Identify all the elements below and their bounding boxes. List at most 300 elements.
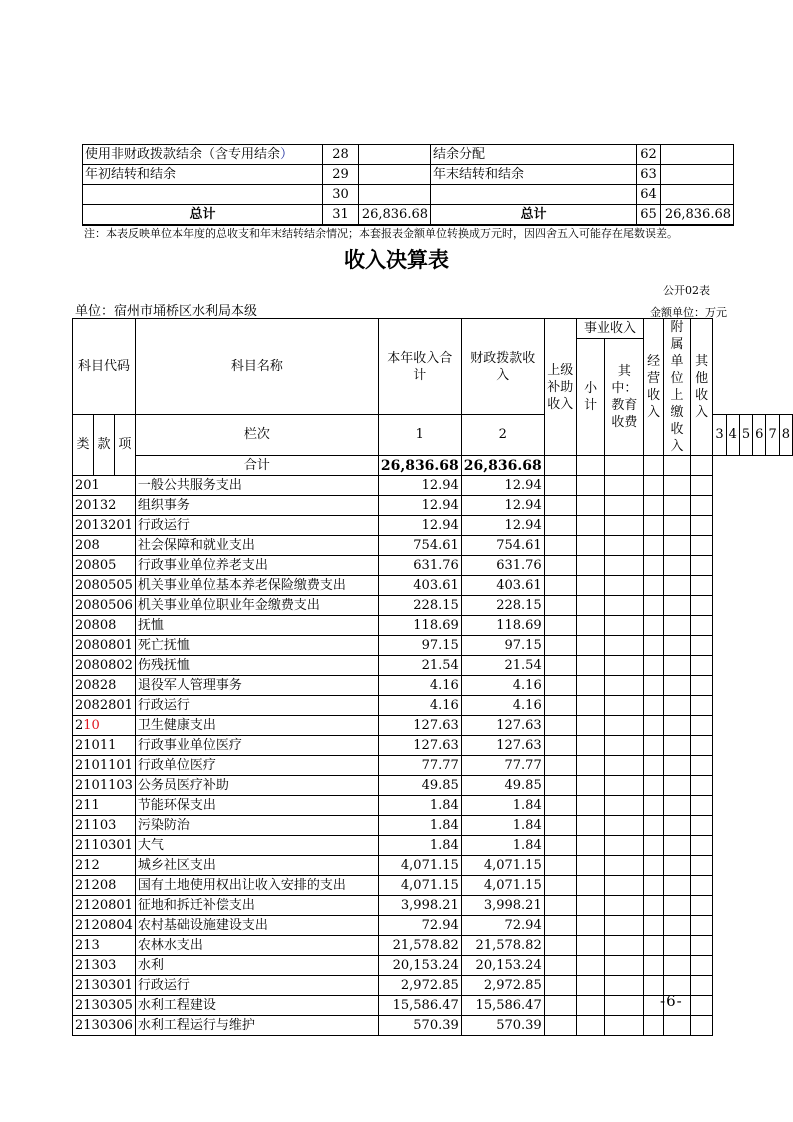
row-empty-cell bbox=[605, 756, 644, 776]
row-code: 21103 bbox=[73, 816, 136, 836]
row-code: 2101103 bbox=[73, 776, 136, 796]
row-fiscal: 15,586.47 bbox=[461, 996, 544, 1016]
row-name: 组织事务 bbox=[135, 496, 378, 516]
row-empty-cell bbox=[576, 716, 605, 736]
row-total: 1.84 bbox=[378, 836, 461, 856]
row-total: 49.85 bbox=[378, 776, 461, 796]
row-empty-cell bbox=[605, 776, 644, 796]
row-code: 21303 bbox=[73, 956, 136, 976]
row-empty-cell bbox=[690, 676, 712, 696]
row-empty-cell bbox=[544, 556, 576, 576]
row-code: 201 bbox=[73, 476, 136, 496]
sum-cell-empty bbox=[544, 456, 576, 476]
page-title: 收入决算表 bbox=[344, 248, 449, 272]
row-name: 征地和拆迁补偿支出 bbox=[135, 896, 378, 916]
row-empty-cell bbox=[664, 1016, 691, 1036]
row-empty-cell bbox=[576, 756, 605, 776]
row-empty-cell bbox=[576, 636, 605, 656]
table-row bbox=[73, 796, 793, 816]
row-empty-cell bbox=[605, 956, 644, 976]
row-empty-cell bbox=[644, 736, 664, 756]
row-empty-cell bbox=[544, 696, 576, 716]
table-row bbox=[73, 876, 793, 896]
col-number-4: 4 bbox=[726, 415, 739, 456]
row-empty-cell bbox=[644, 636, 664, 656]
col-number-6: 6 bbox=[753, 415, 766, 456]
unit-label: 单位：宿州市埇桥区水利局本级 bbox=[75, 304, 258, 319]
row-empty-cell bbox=[644, 896, 664, 916]
row-empty-cell bbox=[690, 816, 712, 836]
summary-left-label-text: 年初结转和结余 bbox=[85, 166, 177, 182]
row-fiscal: 77.77 bbox=[461, 756, 544, 776]
row-code-highlight: 10 bbox=[83, 717, 100, 733]
row-total: 631.76 bbox=[378, 556, 461, 576]
table-row bbox=[73, 576, 793, 596]
row-empty-cell bbox=[544, 776, 576, 796]
table-row bbox=[73, 916, 793, 936]
row-empty-cell bbox=[544, 896, 576, 916]
row-fiscal: 4.16 bbox=[461, 676, 544, 696]
row-empty-cell bbox=[690, 976, 712, 996]
row-fiscal: 12.94 bbox=[461, 496, 544, 516]
row-empty-cell bbox=[605, 896, 644, 916]
row-empty-cell bbox=[690, 736, 712, 756]
row-empty-cell bbox=[690, 856, 712, 876]
row-total: 21,578.82 bbox=[378, 936, 461, 956]
row-empty-cell bbox=[664, 636, 691, 656]
row-fiscal: 20,153.24 bbox=[461, 956, 544, 976]
row-empty-cell bbox=[544, 796, 576, 816]
summary-total-right-value: 26,836.68 bbox=[661, 205, 734, 226]
row-empty-cell bbox=[544, 576, 576, 596]
sum-label: 合计 bbox=[135, 456, 378, 476]
sum-cell-empty bbox=[605, 456, 644, 476]
table-row bbox=[73, 1016, 793, 1036]
row-empty-cell bbox=[664, 936, 691, 956]
summary-left-number: 30 bbox=[323, 185, 359, 205]
row-empty-cell bbox=[544, 956, 576, 976]
row-empty-cell bbox=[544, 756, 576, 776]
row-empty-cell bbox=[664, 776, 691, 796]
row-total: 72.94 bbox=[378, 916, 461, 936]
sum-total: 26,836.68 bbox=[378, 456, 461, 476]
row-empty-cell bbox=[644, 776, 664, 796]
row-empty-cell bbox=[605, 796, 644, 816]
row-total: 4.16 bbox=[378, 676, 461, 696]
summary-row bbox=[83, 185, 734, 205]
row-code-prefix: 2 bbox=[75, 717, 84, 733]
row-fiscal: 12.94 bbox=[461, 516, 544, 536]
row-empty-cell bbox=[690, 756, 712, 776]
table-row bbox=[73, 556, 793, 576]
row-code: 2080801 bbox=[73, 636, 136, 656]
summary-left-label bbox=[83, 185, 323, 205]
table-row bbox=[73, 956, 793, 976]
row-empty-cell bbox=[605, 996, 644, 1016]
row-name: 大气 bbox=[135, 836, 378, 856]
row-empty-cell bbox=[644, 576, 664, 596]
row-empty-cell bbox=[690, 556, 712, 576]
row-empty-cell bbox=[690, 616, 712, 636]
row-fiscal: 4,071.15 bbox=[461, 856, 544, 876]
row-total: 4,071.15 bbox=[378, 856, 461, 876]
row-code: 211 bbox=[73, 796, 136, 816]
row-code: 2080505 bbox=[73, 576, 136, 596]
row-empty-cell bbox=[605, 936, 644, 956]
row-empty-cell bbox=[644, 956, 664, 976]
row-code: 212 bbox=[73, 856, 136, 876]
row-total: 20,153.24 bbox=[378, 956, 461, 976]
header-superior: 上级补助收入 bbox=[544, 319, 576, 456]
row-code: 20808 bbox=[73, 616, 136, 636]
row-empty-cell bbox=[664, 756, 691, 776]
row-empty-cell bbox=[644, 616, 664, 636]
row-empty-cell bbox=[644, 756, 664, 776]
row-empty-cell bbox=[690, 916, 712, 936]
form-number: 公开02表 bbox=[663, 284, 710, 297]
row-total: 570.39 bbox=[378, 1016, 461, 1036]
row-empty-cell bbox=[690, 496, 712, 516]
summary-right-value bbox=[661, 185, 734, 205]
row-empty-cell bbox=[664, 536, 691, 556]
row-empty-cell bbox=[690, 476, 712, 496]
row-empty-cell bbox=[605, 516, 644, 536]
summary-total-right-label: 总计 bbox=[431, 205, 637, 226]
row-empty-cell bbox=[605, 696, 644, 716]
sum-fiscal: 26,836.68 bbox=[461, 456, 544, 476]
table-row bbox=[73, 816, 793, 836]
row-name: 行政运行 bbox=[135, 516, 378, 536]
row-empty-cell bbox=[605, 876, 644, 896]
row-code: 2082801 bbox=[73, 696, 136, 716]
row-total: 1.84 bbox=[378, 816, 461, 836]
summary-left-value bbox=[359, 145, 431, 165]
summary-total-row bbox=[83, 205, 734, 226]
row-empty-cell bbox=[544, 676, 576, 696]
row-fiscal: 12.94 bbox=[461, 476, 544, 496]
sum-cell-empty bbox=[644, 456, 664, 476]
row-empty-cell bbox=[605, 476, 644, 496]
row-total: 754.61 bbox=[378, 536, 461, 556]
summary-left-label bbox=[83, 165, 323, 185]
row-empty-cell bbox=[544, 1016, 576, 1036]
summary-right-label bbox=[431, 185, 637, 205]
row-fiscal: 631.76 bbox=[461, 556, 544, 576]
header-kuan: 款 bbox=[93, 415, 114, 476]
col-number-5: 5 bbox=[739, 415, 752, 456]
row-name: 行政事业单位养老支出 bbox=[135, 556, 378, 576]
row-name: 水利工程运行与维护 bbox=[135, 1016, 378, 1036]
row-fiscal: 127.63 bbox=[461, 716, 544, 736]
row-empty-cell bbox=[605, 676, 644, 696]
row-empty-cell bbox=[605, 716, 644, 736]
col-number-2: 2 bbox=[461, 415, 544, 456]
summary-total-left-label: 总计 bbox=[83, 205, 323, 226]
summary-left-label-paren: ） bbox=[280, 146, 294, 162]
col-number-3: 3 bbox=[713, 415, 726, 456]
row-fiscal: 1.84 bbox=[461, 816, 544, 836]
row-empty-cell bbox=[605, 536, 644, 556]
row-empty-cell bbox=[690, 836, 712, 856]
table-row bbox=[73, 596, 793, 616]
row-empty-cell bbox=[576, 676, 605, 696]
row-empty-cell bbox=[544, 816, 576, 836]
table-row bbox=[73, 636, 793, 656]
row-empty-cell bbox=[605, 1016, 644, 1036]
row-empty-cell bbox=[544, 656, 576, 676]
row-total: 1.84 bbox=[378, 796, 461, 816]
row-name: 行政运行 bbox=[135, 696, 378, 716]
row-empty-cell bbox=[664, 516, 691, 536]
row-empty-cell bbox=[576, 516, 605, 536]
row-empty-cell bbox=[605, 856, 644, 876]
row-empty-cell bbox=[690, 636, 712, 656]
row-total: 228.15 bbox=[378, 596, 461, 616]
row-fiscal: 127.63 bbox=[461, 736, 544, 756]
header-affiliated: 附属单位上缴收入 bbox=[664, 319, 691, 456]
row-empty-cell bbox=[690, 936, 712, 956]
row-fiscal: 2,972.85 bbox=[461, 976, 544, 996]
summary-total-left-value: 26,836.68 bbox=[359, 205, 431, 226]
row-empty-cell bbox=[690, 536, 712, 556]
row-total: 12.94 bbox=[378, 496, 461, 516]
row-empty-cell bbox=[544, 516, 576, 536]
row-empty-cell bbox=[664, 616, 691, 636]
row-empty-cell bbox=[605, 596, 644, 616]
row-empty-cell bbox=[576, 876, 605, 896]
row-empty-cell bbox=[544, 836, 576, 856]
row-total: 15,586.47 bbox=[378, 996, 461, 1016]
row-empty-cell bbox=[690, 576, 712, 596]
header-total: 本年收入合计 bbox=[378, 319, 461, 415]
row-empty-cell bbox=[544, 856, 576, 876]
row-empty-cell bbox=[644, 836, 664, 856]
row-empty-cell bbox=[544, 496, 576, 516]
table-row bbox=[73, 936, 793, 956]
row-empty-cell bbox=[664, 736, 691, 756]
row-fiscal: 1.84 bbox=[461, 836, 544, 856]
row-empty-cell bbox=[605, 576, 644, 596]
row-empty-cell bbox=[544, 876, 576, 896]
summary-total-left-number: 31 bbox=[323, 205, 359, 226]
summary-total-right-number: 65 bbox=[637, 205, 661, 226]
row-empty-cell bbox=[576, 616, 605, 636]
row-total: 2,972.85 bbox=[378, 976, 461, 996]
row-empty-cell bbox=[664, 816, 691, 836]
row-fiscal: 97.15 bbox=[461, 636, 544, 656]
col-number-8: 8 bbox=[779, 415, 792, 456]
table-row bbox=[73, 776, 793, 796]
header-xiang: 项 bbox=[114, 415, 135, 476]
income-table-body bbox=[73, 476, 793, 1036]
row-empty-cell bbox=[690, 996, 712, 1016]
summary-right-label: 年末结转和结余 bbox=[431, 165, 637, 185]
row-name: 机关事业单位职业年金缴费支出 bbox=[135, 596, 378, 616]
row-empty-cell bbox=[664, 836, 691, 856]
amount-unit-label: 金额单位：万元 bbox=[650, 306, 727, 319]
income-table-header bbox=[73, 319, 793, 476]
row-empty-cell bbox=[576, 916, 605, 936]
row-empty-cell bbox=[664, 896, 691, 916]
row-empty-cell bbox=[664, 856, 691, 876]
row-name: 伤残抚恤 bbox=[135, 656, 378, 676]
table-row bbox=[73, 756, 793, 776]
row-code: 2120801 bbox=[73, 896, 136, 916]
row-empty-cell bbox=[605, 736, 644, 756]
row-empty-cell bbox=[644, 516, 664, 536]
row-empty-cell bbox=[576, 1016, 605, 1036]
row-empty-cell bbox=[644, 876, 664, 896]
row-empty-cell bbox=[544, 616, 576, 636]
row-empty-cell bbox=[576, 836, 605, 856]
table-row bbox=[73, 476, 793, 496]
row-fiscal: 403.61 bbox=[461, 576, 544, 596]
row-empty-cell bbox=[605, 816, 644, 836]
row-empty-cell bbox=[644, 536, 664, 556]
table-note: 注：本表反映单位本年度的总收支和年末结转结余情况；本套报表金额单位转换成万元时，因四舍五入可能存在尾数误差。 bbox=[84, 227, 678, 240]
row-total: 97.15 bbox=[378, 636, 461, 656]
table-row bbox=[73, 976, 793, 996]
table-row bbox=[73, 656, 793, 676]
col-number-7: 7 bbox=[766, 415, 779, 456]
row-empty-cell bbox=[576, 856, 605, 876]
row-empty-cell bbox=[644, 656, 664, 676]
row-total: 77.77 bbox=[378, 756, 461, 776]
sum-cell-empty bbox=[664, 456, 691, 476]
row-name: 机关事业单位基本养老保险缴费支出 bbox=[135, 576, 378, 596]
row-name: 水利工程建设 bbox=[135, 996, 378, 1016]
row-empty-cell bbox=[544, 916, 576, 936]
row-name: 社会保障和就业支出 bbox=[135, 536, 378, 556]
row-code: 2080802 bbox=[73, 656, 136, 676]
row-empty-cell bbox=[544, 536, 576, 556]
table-row bbox=[73, 516, 793, 536]
header-subtotal: 小计 bbox=[576, 339, 605, 456]
row-empty-cell bbox=[690, 656, 712, 676]
row-empty-cell bbox=[576, 936, 605, 956]
row-empty-cell bbox=[664, 576, 691, 596]
row-name: 节能环保支出 bbox=[135, 796, 378, 816]
row-code: 2080506 bbox=[73, 596, 136, 616]
row-name: 农村基础设施建设支出 bbox=[135, 916, 378, 936]
row-empty-cell bbox=[605, 656, 644, 676]
row-empty-cell bbox=[576, 556, 605, 576]
row-empty-cell bbox=[605, 636, 644, 656]
row-fiscal: 228.15 bbox=[461, 596, 544, 616]
row-fiscal: 21,578.82 bbox=[461, 936, 544, 956]
header-lei: 类 bbox=[73, 415, 94, 476]
header-name: 科目名称 bbox=[135, 319, 378, 415]
row-code: 21208 bbox=[73, 876, 136, 896]
row-empty-cell bbox=[576, 976, 605, 996]
row-empty-cell bbox=[644, 496, 664, 516]
summary-table-fragment bbox=[82, 144, 734, 226]
row-empty-cell bbox=[576, 536, 605, 556]
table-row bbox=[73, 856, 793, 876]
table-row bbox=[73, 896, 793, 916]
summary-left-value bbox=[359, 185, 431, 205]
row-empty-cell bbox=[690, 776, 712, 796]
row-empty-cell bbox=[664, 496, 691, 516]
row-code: 2120804 bbox=[73, 916, 136, 936]
row-empty-cell bbox=[576, 816, 605, 836]
row-empty-cell bbox=[664, 596, 691, 616]
row-code: 2101101 bbox=[73, 756, 136, 776]
table-row bbox=[73, 676, 793, 696]
column-row-label: 栏次 bbox=[135, 415, 378, 456]
row-fiscal: 21.54 bbox=[461, 656, 544, 676]
row-name: 一般公共服务支出 bbox=[135, 476, 378, 496]
row-code bbox=[73, 716, 136, 736]
summary-right-number: 63 bbox=[637, 165, 661, 185]
row-empty-cell bbox=[576, 736, 605, 756]
row-empty-cell bbox=[576, 956, 605, 976]
table-row bbox=[73, 836, 793, 856]
row-total: 127.63 bbox=[378, 716, 461, 736]
row-code: 2110301 bbox=[73, 836, 136, 856]
row-empty-cell bbox=[644, 716, 664, 736]
row-empty-cell bbox=[664, 796, 691, 816]
summary-right-label: 结余分配 bbox=[431, 145, 637, 165]
row-empty-cell bbox=[690, 1016, 712, 1036]
row-empty-cell bbox=[690, 896, 712, 916]
row-fiscal: 118.69 bbox=[461, 616, 544, 636]
row-total: 12.94 bbox=[378, 476, 461, 496]
row-total: 3,998.21 bbox=[378, 896, 461, 916]
summary-right-number: 64 bbox=[637, 185, 661, 205]
row-empty-cell bbox=[644, 476, 664, 496]
table-row bbox=[73, 996, 793, 1016]
row-code: 2130305 bbox=[73, 996, 136, 1016]
row-empty-cell bbox=[576, 596, 605, 616]
row-empty-cell bbox=[576, 896, 605, 916]
row-total: 403.61 bbox=[378, 576, 461, 596]
table-row bbox=[73, 616, 793, 636]
row-empty-cell bbox=[576, 576, 605, 596]
row-empty-cell bbox=[664, 676, 691, 696]
row-empty-cell bbox=[605, 976, 644, 996]
page-number: -6- bbox=[660, 992, 683, 1010]
summary-left-value bbox=[359, 165, 431, 185]
col-number-1: 1 bbox=[378, 415, 461, 456]
header-other: 其他收入 bbox=[690, 319, 712, 456]
table-row bbox=[73, 716, 793, 736]
row-empty-cell bbox=[644, 1016, 664, 1036]
row-fiscal: 3,998.21 bbox=[461, 896, 544, 916]
row-empty-cell bbox=[576, 796, 605, 816]
header-business: 事业收入 bbox=[576, 319, 643, 339]
row-fiscal: 1.84 bbox=[461, 796, 544, 816]
row-empty-cell bbox=[644, 816, 664, 836]
row-empty-cell bbox=[605, 556, 644, 576]
row-name: 行政运行 bbox=[135, 976, 378, 996]
row-empty-cell bbox=[544, 476, 576, 496]
row-name: 卫生健康支出 bbox=[135, 716, 378, 736]
row-empty-cell bbox=[576, 696, 605, 716]
row-empty-cell bbox=[576, 656, 605, 676]
row-empty-cell bbox=[690, 956, 712, 976]
row-name: 抚恤 bbox=[135, 616, 378, 636]
row-empty-cell bbox=[664, 556, 691, 576]
row-fiscal: 4.16 bbox=[461, 696, 544, 716]
row-empty-cell bbox=[544, 596, 576, 616]
row-empty-cell bbox=[644, 916, 664, 936]
row-empty-cell bbox=[664, 476, 691, 496]
summary-right-value bbox=[661, 145, 734, 165]
row-fiscal: 4,071.15 bbox=[461, 876, 544, 896]
row-name: 污染防治 bbox=[135, 816, 378, 836]
row-empty-cell bbox=[664, 876, 691, 896]
